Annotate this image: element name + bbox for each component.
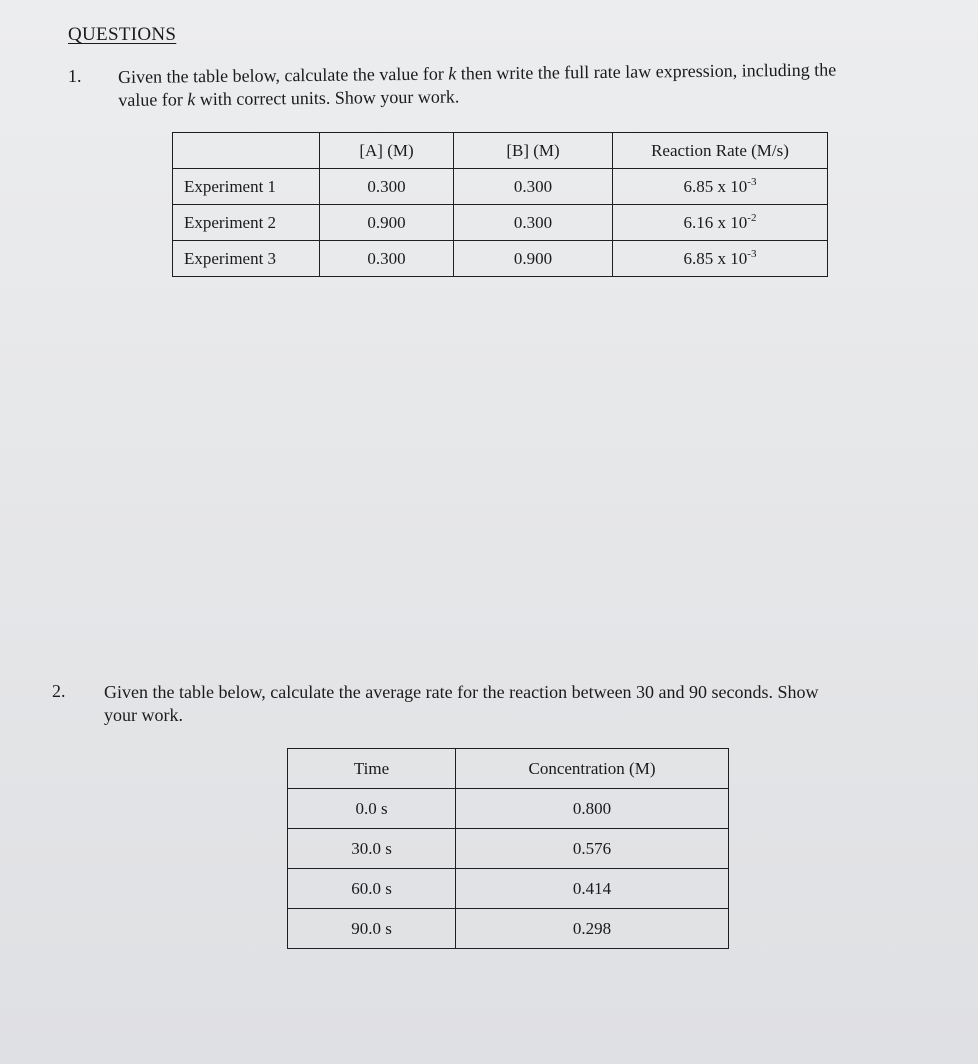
question-2-line-2: your work. xyxy=(104,705,183,725)
concentration-a: 0.300 xyxy=(320,169,454,205)
reaction-rate: 6.85 x $10^{-3}$ xyxy=(613,169,828,205)
concentration-a: 0.300 xyxy=(320,241,454,277)
header-cell-time: Time xyxy=(288,749,456,789)
variable-k: k xyxy=(448,63,457,84)
experiment-label: Experiment 2 xyxy=(173,205,320,241)
variable-k: k xyxy=(187,89,196,110)
question-1-line-1: Given the table below, calculate the value for k then write the full rate law expression, including the xyxy=(118,59,837,87)
page-title: QUESTIONS xyxy=(68,24,177,45)
header-cell-empty xyxy=(173,133,320,169)
header-cell-concentration: Concentration (M) xyxy=(456,749,729,789)
table-header-row xyxy=(288,749,729,789)
concentration-time-table xyxy=(287,748,729,949)
table-row xyxy=(173,205,828,241)
concentration-value: 0.298 xyxy=(456,909,729,949)
table-row xyxy=(288,909,729,949)
experiment-label: Experiment 3 xyxy=(173,241,320,277)
table-header-row xyxy=(173,133,828,169)
question-2-line-1: Given the table below, calculate the average rate for the reaction between 30 and 90 seconds. Show xyxy=(104,682,819,702)
question-2-text xyxy=(104,681,964,727)
concentration-b: 0.300 xyxy=(454,169,613,205)
concentration-a: 0.900 xyxy=(320,205,454,241)
experiment-label: Experiment 1 xyxy=(173,169,320,205)
reaction-rate: 6.85 x $10^{-3}$ xyxy=(613,241,828,277)
time-value: 0.0 s xyxy=(288,789,456,829)
concentration-b: 0.900 xyxy=(454,241,613,277)
question-1-line-2: value for k with correct units. Show your work. xyxy=(118,86,460,110)
table-row xyxy=(288,869,729,909)
time-value: 30.0 s xyxy=(288,829,456,869)
table-row xyxy=(288,829,729,869)
reaction-rate: 6.16 x $10^{-2}$ xyxy=(613,205,828,241)
time-value: 60.0 s xyxy=(288,869,456,909)
concentration-value: 0.576 xyxy=(456,829,729,869)
table-row xyxy=(173,169,828,205)
table-row xyxy=(288,789,729,829)
header-cell-a: [A] (M) xyxy=(320,133,454,169)
header-cell-rate: Reaction Rate (M/s) xyxy=(613,133,828,169)
question-1-number: 1. xyxy=(68,66,82,86)
concentration-value: 0.414 xyxy=(456,869,729,909)
concentration-value: 0.800 xyxy=(456,789,729,829)
concentration-b: 0.300 xyxy=(454,205,613,241)
table-row xyxy=(173,241,828,277)
time-value: 90.0 s xyxy=(288,909,456,949)
header-cell-b: [B] (M) xyxy=(454,133,613,169)
rate-data-table xyxy=(172,132,828,277)
question-1-text xyxy=(118,57,948,112)
question-2-number: 2. xyxy=(52,681,66,701)
